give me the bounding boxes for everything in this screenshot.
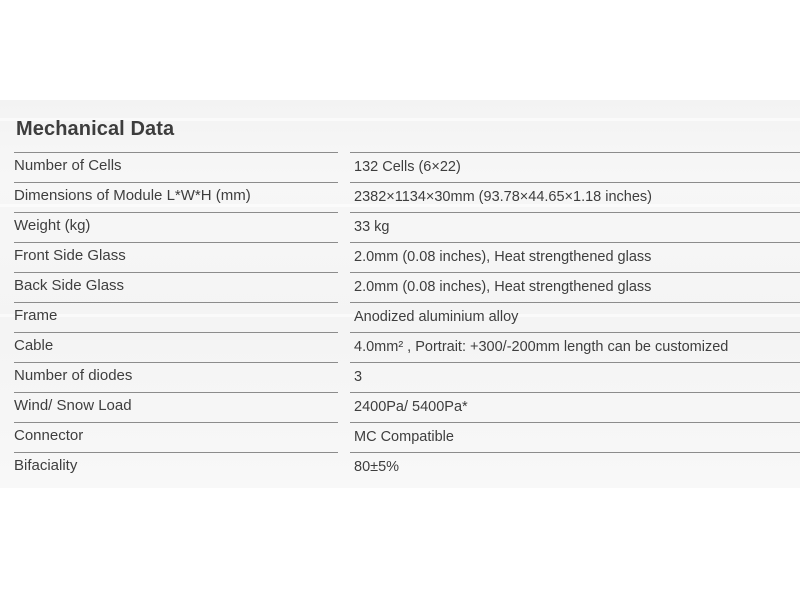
- row-divider: [14, 242, 338, 243]
- row-divider: [350, 362, 800, 363]
- spec-row-number-of-cells: [0, 152, 800, 182]
- spec-value: 80±5%: [354, 459, 400, 475]
- spec-row-wind-snow-load: [0, 392, 800, 422]
- row-divider: [14, 452, 338, 453]
- spec-value: MC Compatible: [354, 429, 454, 445]
- row-divider: [14, 302, 338, 303]
- row-divider: [350, 422, 800, 423]
- spec-label: Dimensions of Module L*W*H (mm): [14, 187, 251, 204]
- row-divider: [350, 332, 800, 333]
- row-divider: [14, 212, 338, 213]
- spec-label: Cable: [14, 337, 54, 354]
- spec-value: Anodized aluminium alloy: [354, 309, 519, 325]
- spec-value: 33 kg: [354, 219, 390, 235]
- spec-value: 2.0mm (0.08 inches), Heat strengthened glass: [354, 279, 652, 295]
- row-divider: [350, 182, 800, 183]
- row-divider: [14, 152, 338, 153]
- spec-label: Weight (kg): [14, 217, 91, 234]
- row-divider: [350, 272, 800, 273]
- spec-label: Wind/ Snow Load: [14, 397, 132, 414]
- spec-value: 4.0mm² , Portrait: +300/-200mm length can be customized: [354, 339, 729, 355]
- spec-row-bifaciality: [0, 452, 800, 482]
- spec-label: Front Side Glass: [14, 247, 126, 264]
- spec-value: 3: [354, 369, 363, 385]
- row-divider: [14, 392, 338, 393]
- section-title: Mechanical Data: [16, 118, 175, 140]
- spec-row-dimensions: [0, 182, 800, 212]
- spec-row-front-side-glass: [0, 242, 800, 272]
- row-divider: [350, 452, 800, 453]
- spec-row-weight: [0, 212, 800, 242]
- spec-value: 2.0mm (0.08 inches), Heat strengthened glass: [354, 249, 652, 265]
- row-divider: [350, 152, 800, 153]
- spec-label: Bifaciality: [14, 457, 78, 474]
- spec-row-back-side-glass: [0, 272, 800, 302]
- row-divider: [14, 332, 338, 333]
- spec-value: 132 Cells (6×22): [354, 159, 461, 175]
- spec-row-frame: [0, 302, 800, 332]
- row-divider: [350, 242, 800, 243]
- row-divider: [350, 302, 800, 303]
- row-divider: [14, 272, 338, 273]
- row-divider: [14, 422, 338, 423]
- spec-value: 2400Pa/ 5400Pa*: [354, 399, 468, 415]
- spec-row-number-of-diodes: [0, 362, 800, 392]
- row-divider: [350, 212, 800, 213]
- spec-row-connector: [0, 422, 800, 452]
- spec-label: Number of Cells: [14, 157, 122, 174]
- spec-label: Number of diodes: [14, 367, 133, 384]
- row-divider: [14, 182, 338, 183]
- mechanical-data-table: [0, 152, 800, 482]
- spec-label: Frame: [14, 307, 58, 324]
- spec-label: Connector: [14, 427, 84, 444]
- spec-row-cable: [0, 332, 800, 362]
- spec-value: 2382×1134×30mm (93.78×44.65×1.18 inches): [354, 189, 653, 205]
- row-divider: [14, 362, 338, 363]
- row-divider: [350, 392, 800, 393]
- spec-label: Back Side Glass: [14, 277, 125, 294]
